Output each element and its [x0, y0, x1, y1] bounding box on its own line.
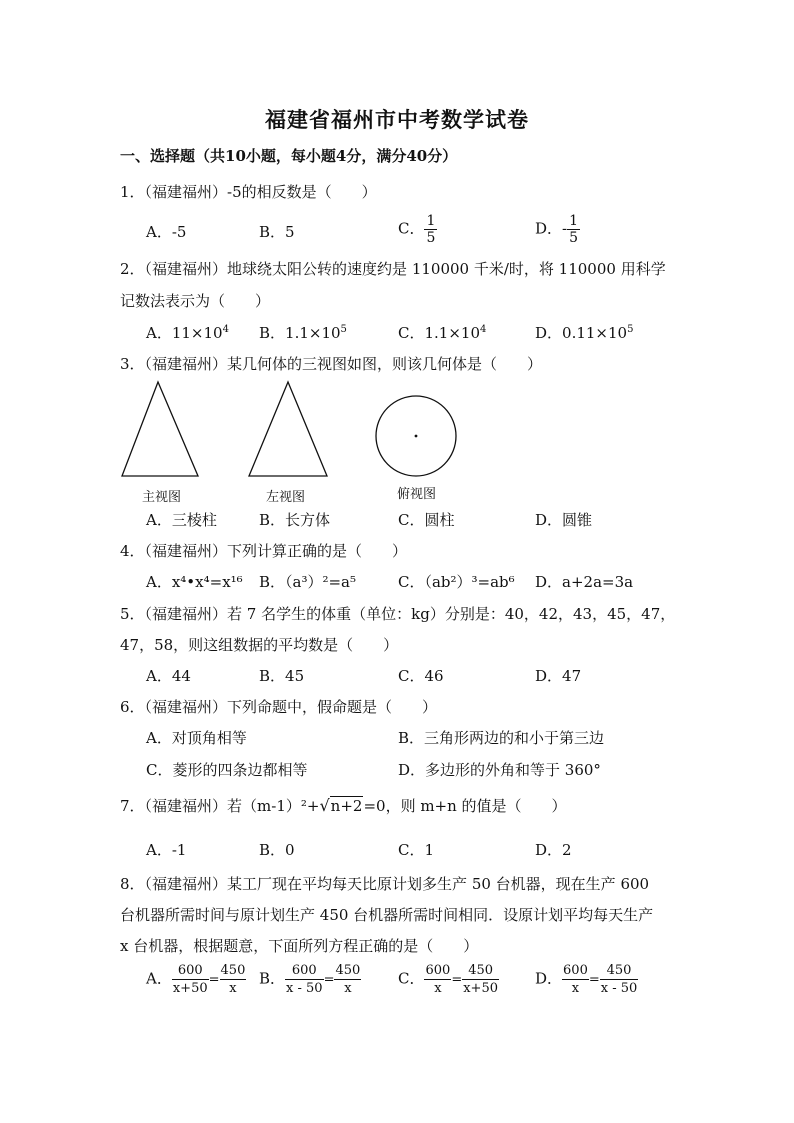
fraction-numerator: 450 — [462, 962, 499, 980]
top-view-center-dot — [415, 435, 418, 438]
q2-option-d-base: D．0.11×10 — [535, 324, 628, 342]
q8-option-d-label: D． — [535, 969, 563, 988]
question-2-line-1: 2．（福建福州）地球绕太阳公转的速度约是 110000 千米/时，将 110000 用科学 — [120, 260, 666, 278]
fraction-denominator: x — [229, 981, 237, 996]
equation-left-fraction — [172, 962, 209, 997]
fraction-numerator: 600 — [563, 963, 588, 978]
fraction-denominator: x+50 — [172, 981, 208, 996]
question-5-line-1: 5．（福建福州）若 7 名学生的体重（单位：kg）分别是：40，42，43，45，47， — [120, 605, 676, 623]
equation-left-fraction — [424, 962, 451, 997]
q4-option-a: A．x⁴•x⁴=x¹⁶ — [146, 573, 243, 591]
q6-option-c: C．菱形的四条边都相等 — [146, 761, 308, 779]
q8-option-c-label: C． — [398, 969, 425, 988]
q2-option-c-base: C．1.1×10 — [398, 324, 480, 342]
front-view-label: 主视图 — [142, 490, 182, 505]
fraction-numerator: 450 — [335, 963, 361, 978]
q5-option-d: D．47 — [535, 667, 582, 685]
equation-left-fraction — [562, 962, 589, 997]
equation-right-fraction — [600, 962, 639, 997]
question-6-stem: 6．（福建福州）下列命题中，假命题是（ ） — [120, 698, 438, 716]
q7-option-c: C．1 — [398, 841, 435, 859]
question-8-line-1: 8．（福建福州）某工厂现在平均每天比原计划多生产 50 台机器，现在生产 600 — [120, 875, 650, 893]
fraction-numerator: 600 — [172, 962, 209, 980]
q8-option-b — [259, 962, 361, 997]
equation-left-fraction — [285, 962, 324, 997]
q3-option-d: D．圆锥 — [535, 511, 593, 529]
fraction-denominator: x+50 — [463, 981, 498, 996]
fraction-denominator: x — [571, 981, 580, 996]
q2-option-a-exponent: 4 — [222, 324, 229, 335]
equals-sign: = — [323, 972, 335, 988]
fraction-numerator: 450 — [220, 963, 246, 978]
q2-option-d-exponent: 5 — [627, 324, 634, 335]
q5-option-b: B．45 — [259, 667, 305, 685]
three-views-figure — [118, 378, 463, 482]
question-1-stem: 1．（福建福州）-5的相反数是（ ） — [120, 183, 377, 201]
question-5-line-2: 47，58，则这组数据的平均数是（ ） — [120, 636, 399, 654]
q2-option-a-base: A．11×10 — [146, 324, 223, 342]
q2-option-a — [146, 322, 229, 343]
question-2-line-2: 记数法表示为（ ） — [120, 292, 271, 310]
fraction-denominator: x - 50 — [286, 981, 323, 996]
q1-option-b: B．5 — [259, 223, 295, 241]
page-title: 福建省福州市中考数学试卷 — [265, 107, 529, 132]
q3-option-c: C．圆柱 — [398, 511, 455, 529]
side-view-label: 左视图 — [266, 490, 306, 505]
q8-option-d — [535, 962, 638, 997]
q8-option-c — [398, 962, 499, 997]
q3-option-b: B．长方体 — [259, 511, 331, 529]
fraction-denominator: x — [434, 981, 442, 996]
equals-sign: = — [208, 972, 220, 988]
fraction-denominator: x — [344, 981, 352, 996]
q6-option-b: B．三角形两边的和小于第三边 — [398, 729, 605, 747]
q7-option-a: A．-1 — [146, 841, 187, 859]
fraction-numerator: 600 — [285, 962, 324, 980]
fraction-denominator: x - 50 — [600, 981, 638, 996]
front-view-triangle — [122, 382, 198, 476]
radical-sign: √ — [319, 796, 330, 815]
q6-option-d: D．多边形的外角和等于 360° — [398, 761, 601, 779]
equals-sign: = — [451, 972, 463, 988]
q7-option-b: B．0 — [259, 841, 295, 859]
q1-option-c-label: C． — [398, 219, 425, 238]
q1-option-d-fraction — [567, 213, 580, 246]
equals-sign: = — [588, 972, 600, 988]
q4-option-c: C．（ab²）³=ab⁶ — [398, 573, 515, 591]
fraction-denominator: 5 — [426, 230, 436, 246]
q2-option-b-base: B．1.1×10 — [259, 324, 341, 342]
q6-option-a: A．对顶角相等 — [146, 729, 247, 747]
fraction-numerator: 1 — [569, 213, 579, 229]
fraction-numerator: 450 — [600, 962, 639, 980]
q8-option-a-label: A． — [146, 969, 172, 988]
fraction-denominator: 5 — [569, 230, 579, 246]
question-4-stem: 4．（福建福州）下列计算正确的是（ ） — [120, 542, 408, 560]
question-7-stem — [120, 795, 567, 816]
top-view-label: 俯视图 — [397, 487, 437, 502]
equation-right-fraction — [462, 962, 499, 997]
q4-option-d: D．a+2a=3a — [535, 573, 634, 591]
q7-stem-start: 7．（福建福州）若（m-1）²+ — [120, 797, 320, 815]
q4-option-b: B．（a³）²=a⁵ — [259, 573, 357, 591]
q8-option-a — [146, 962, 246, 997]
q2-option-d — [535, 322, 633, 343]
q1-option-d — [535, 213, 580, 246]
equation-right-fraction — [334, 962, 361, 997]
fraction-numerator: 1 — [426, 213, 436, 229]
q1-option-d-label: D．- — [535, 219, 568, 238]
question-8-line-3: x 台机器，根据题意，下面所列方程正确的是（ ） — [120, 937, 479, 955]
q3-option-a: A．三棱柱 — [146, 511, 217, 529]
q1-option-a: A．-5 — [146, 223, 187, 241]
q2-option-b — [259, 322, 347, 343]
q1-option-c — [398, 213, 437, 246]
q2-option-b-exponent: 5 — [340, 324, 347, 335]
q7-option-d: D．2 — [535, 841, 572, 859]
question-8-line-2: 台机器所需时间与原计划生产 450 台机器所需时间相同．设原计划平均每天生产 — [120, 906, 654, 924]
q5-option-c: C．46 — [398, 667, 444, 685]
equation-right-fraction — [220, 962, 247, 997]
side-view-triangle — [249, 382, 327, 476]
question-3-stem: 3．（福建福州）某几何体的三视图如图，则该几何体是（ ） — [120, 355, 543, 373]
q1-option-c-fraction — [424, 213, 437, 246]
q7-stem-end: =0，则 m+n 的值是（ ） — [363, 797, 567, 815]
q2-option-c — [398, 322, 486, 343]
q5-option-a: A．44 — [146, 667, 191, 685]
fraction-numerator: 600 — [425, 963, 451, 978]
q2-option-c-exponent: 4 — [480, 324, 487, 335]
q7-radicand: n+2 — [330, 797, 363, 815]
section-heading: 一、选择题（共10小题，每小题4分，满分40分） — [120, 147, 458, 165]
q8-option-b-label: B． — [259, 969, 286, 988]
